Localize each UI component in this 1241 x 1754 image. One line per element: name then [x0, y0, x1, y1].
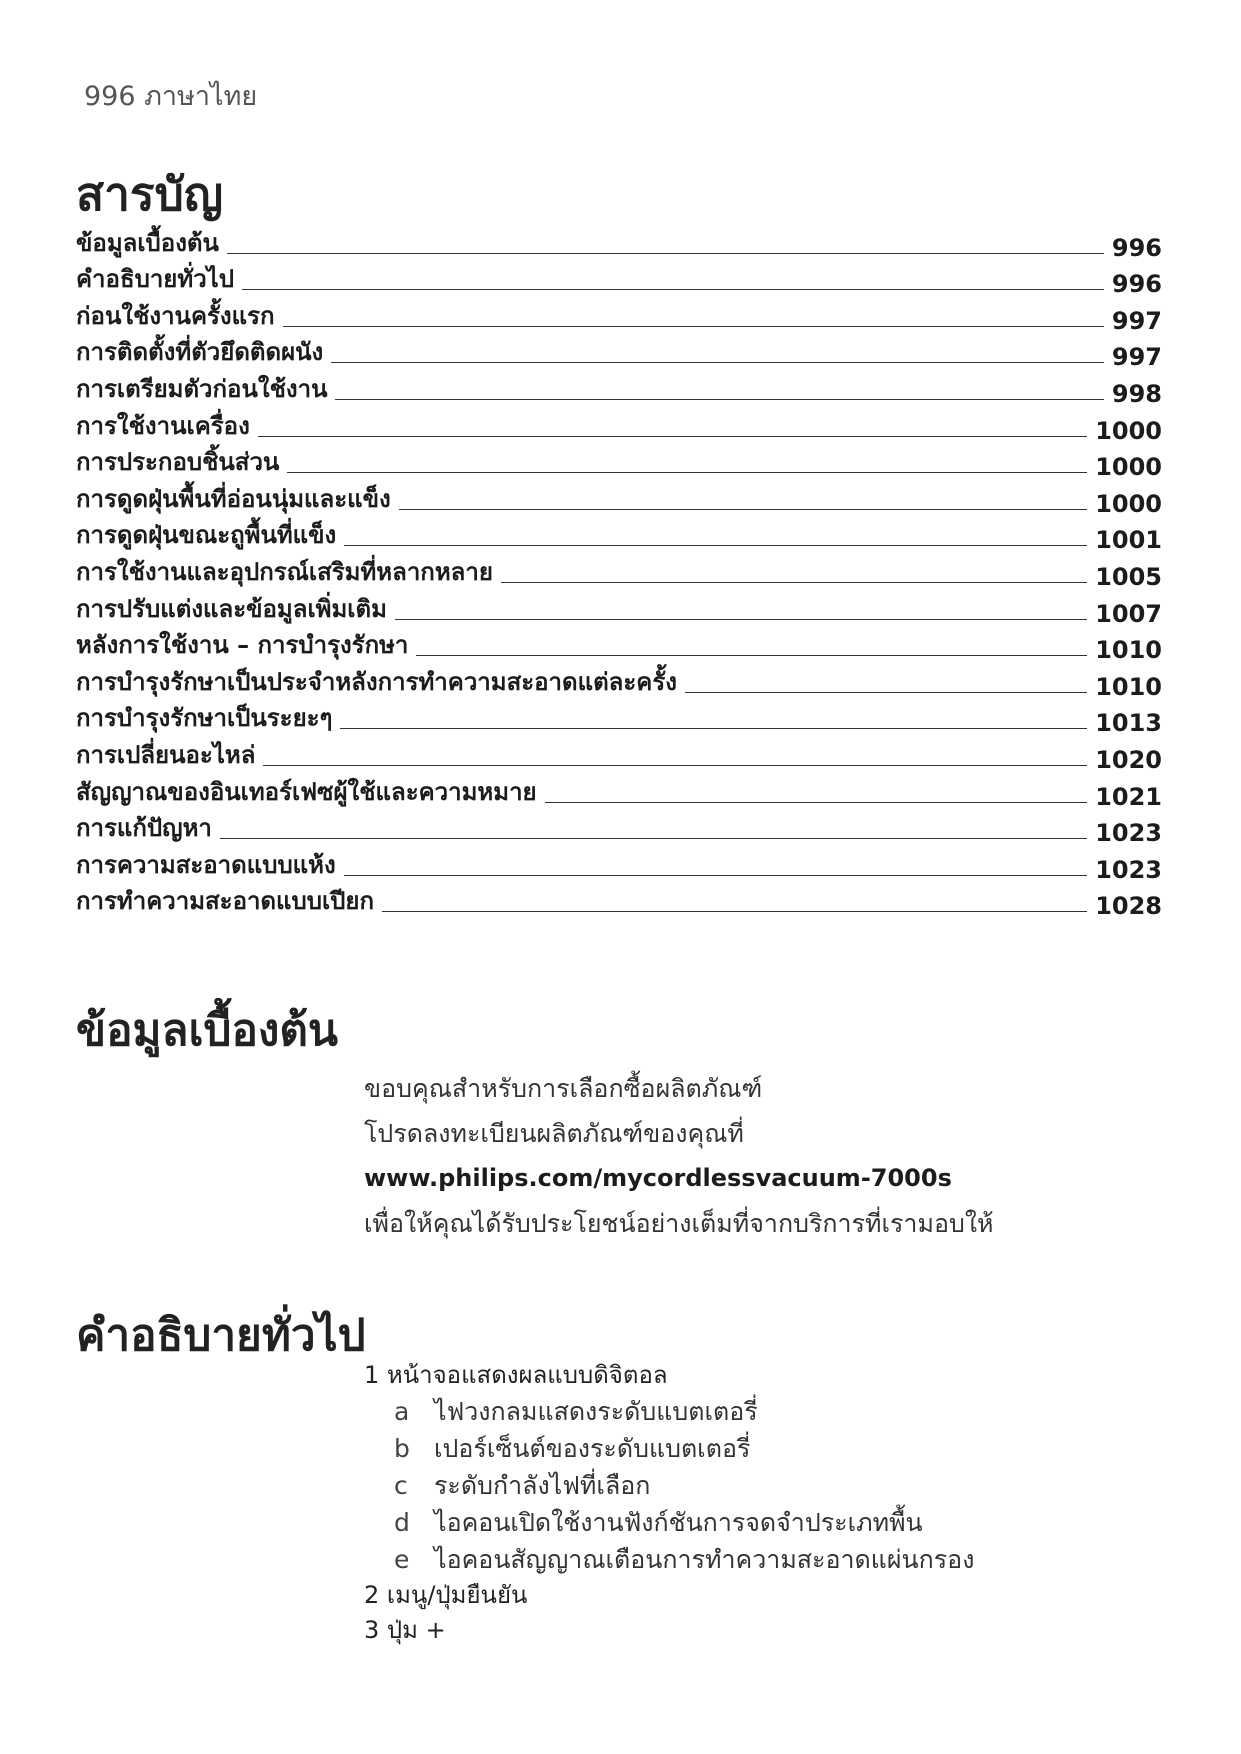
toc-entry[interactable] — [76, 298, 1162, 335]
desc-subitem-text: เปอร์เซ็นต์ของระดับแบตเตอรี่ — [434, 1434, 751, 1463]
toc-entry[interactable] — [76, 518, 1162, 555]
toc-leader-line — [685, 692, 1087, 693]
toc-leader-line — [220, 838, 1087, 839]
desc-item-plus-button: 3 ปุ่ม + — [364, 1616, 446, 1644]
toc-entry[interactable] — [76, 225, 1162, 262]
intro-title: ข้อมูลเบื้องต้น — [76, 1005, 339, 1056]
toc-entry-page: 1000 — [1095, 453, 1162, 482]
toc-leader-line — [344, 875, 1088, 876]
desc-item-display: 1 หน้าจอแสดงผลแบบดิจิตอล — [364, 1361, 668, 1389]
toc-entry-label: คำอธิบายทั่วไป — [76, 265, 234, 294]
desc-subitem — [364, 1504, 1164, 1541]
description-block — [364, 1358, 1164, 1648]
description-title: คำอธิบายทั่วไป — [76, 1310, 366, 1361]
toc-entry-page: 997 — [1111, 306, 1162, 335]
toc-entry-page: 1028 — [1095, 892, 1162, 921]
desc-subitem-letter: a — [394, 1397, 410, 1426]
toc-entry[interactable] — [76, 737, 1162, 774]
desc-subitem-letter: c — [394, 1471, 408, 1500]
toc-entry-label: การดูดฝุ่นขณะถูพื้นที่แข็ง — [76, 521, 337, 550]
toc-entry[interactable] — [76, 811, 1162, 848]
toc-entry-label: การติดตั้งที่ตัวยึดติดผนัง — [76, 338, 324, 367]
intro-thanks: ขอบคุณสำหรับการเลือกซื้อผลิตภัณฑ์ — [364, 1074, 763, 1103]
toc-entry[interactable] — [76, 371, 1162, 408]
toc-list — [76, 225, 1162, 920]
desc-subitem-letter: e — [394, 1545, 410, 1574]
toc-entry[interactable] — [76, 664, 1162, 701]
desc-item-menu-button: 2 เมนู/ปุ่มยืนยัน — [364, 1581, 528, 1609]
toc-entry-page: 1000 — [1095, 416, 1162, 445]
toc-entry-label: ข้อมูลเบื้องต้น — [76, 228, 219, 257]
toc-entry-label: การเตรียมตัวก่อนใช้งาน — [76, 374, 328, 403]
page-header: 996 ภาษาไทย — [84, 81, 258, 112]
toc-entry-page: 1021 — [1095, 782, 1162, 811]
toc-leader-line — [263, 765, 1087, 766]
toc-entry-label: การบำรุงรักษาเป็นระยะๆ — [76, 704, 333, 733]
toc-entry-label: สัญญาณของอินเทอร์เฟซผู้ใช้และความหมาย — [76, 777, 537, 806]
desc-subitem — [364, 1430, 1164, 1467]
toc-entry-page: 1013 — [1095, 709, 1162, 738]
toc-leader-line — [331, 362, 1104, 363]
intro-block — [364, 1066, 1164, 1246]
toc-entry-page: 1001 — [1095, 526, 1162, 555]
toc-entry-page: 996 — [1111, 233, 1162, 262]
toc-entry[interactable] — [76, 591, 1162, 628]
desc-subitem-text: ไอคอนเปิดใช้งานฟังก์ชันการจดจำประเภทพื้น — [434, 1508, 923, 1537]
desc-subitem-letter: b — [394, 1434, 410, 1463]
toc-entry-label: การใช้งานและอุปกรณ์เสริมที่หลากหลาย — [76, 557, 493, 586]
toc-leader-line — [399, 509, 1087, 510]
toc-entry-label: หลังการใช้งาน – การบำรุงรักษา — [76, 631, 409, 660]
desc-subitem-letter: d — [394, 1508, 410, 1537]
toc-leader-line — [395, 619, 1087, 620]
toc-entry-page: 1010 — [1095, 672, 1162, 701]
toc-entry-page: 1020 — [1095, 745, 1162, 774]
toc-leader-line — [501, 582, 1087, 583]
toc-entry-label: การแก้ปัญหา — [76, 814, 212, 843]
toc-entry-label: การประกอบชิ้นส่วน — [76, 448, 280, 477]
intro-register: โปรดลงทะเบียนผลิตภัณฑ์ของคุณที่ — [364, 1119, 744, 1148]
toc-entry[interactable] — [76, 847, 1162, 884]
toc-entry-page: 1023 — [1095, 855, 1162, 884]
toc-leader-line — [344, 545, 1087, 546]
toc-leader-line — [340, 728, 1087, 729]
toc-leader-line — [382, 911, 1087, 912]
toc-entry[interactable] — [76, 701, 1162, 738]
toc-entry-label: การปรับแต่งและข้อมูลเพิ่มเติม — [76, 594, 387, 623]
toc-leader-line — [227, 253, 1104, 254]
toc-entry-page: 996 — [1111, 270, 1162, 299]
toc-entry-label: การดูดฝุ่นพื้นที่อ่อนนุ่มและแข็ง — [76, 484, 391, 513]
toc-leader-line — [283, 326, 1104, 327]
toc-leader-line — [287, 472, 1087, 473]
desc-subitem-text: ไฟวงกลมแสดงระดับแบตเตอรี่ — [434, 1397, 758, 1426]
toc-entry[interactable] — [76, 445, 1162, 482]
desc-subitem — [364, 1541, 1164, 1578]
toc-title: สารบัญ — [76, 167, 224, 221]
toc-entry[interactable] — [76, 335, 1162, 372]
toc-leader-line — [545, 802, 1088, 803]
toc-leader-line — [416, 655, 1087, 656]
toc-entry[interactable] — [76, 884, 1162, 921]
toc-entry[interactable] — [76, 481, 1162, 518]
toc-leader-line — [242, 289, 1104, 290]
register-url-link[interactable]: www.philips.com/mycordlessvacuum-7000s — [364, 1164, 952, 1192]
toc-entry[interactable] — [76, 408, 1162, 445]
toc-entry[interactable] — [76, 262, 1162, 299]
toc-entry-label: การทำความสะอาดแบบเปียก — [76, 887, 375, 916]
toc-entry-page: 1010 — [1095, 636, 1162, 665]
toc-entry-page: 997 — [1111, 343, 1162, 372]
intro-benefit: เพื่อให้คุณได้รับประโยชน์อย่างเต็มที่จากบริการที่เรามอบให้ — [364, 1209, 994, 1238]
toc-leader-line — [258, 436, 1087, 437]
desc-subitem-text: ไอคอนสัญญาณเตือนการทำความสะอาดแผ่นกรอง — [434, 1545, 975, 1574]
toc-entry[interactable] — [76, 554, 1162, 591]
toc-entry-label: ก่อนใช้งานครั้งแรก — [76, 301, 275, 330]
toc-entry-page: 998 — [1111, 379, 1162, 408]
toc-entry[interactable] — [76, 774, 1162, 811]
desc-subitem-text: ระดับกำลังไฟที่เลือก — [434, 1471, 651, 1500]
desc-subitem — [364, 1467, 1164, 1504]
toc-entry-label: การใช้งานเครื่อง — [76, 411, 250, 440]
toc-entry-page: 1005 — [1095, 562, 1162, 591]
toc-entry-page: 1007 — [1095, 599, 1162, 628]
desc-subitem — [364, 1393, 1164, 1430]
desc-subitems — [364, 1393, 1164, 1578]
toc-entry-label: การเปลี่ยนอะไหล่ — [76, 740, 256, 769]
toc-entry-label: การบำรุงรักษาเป็นประจำหลังการทำความสะอาดแต่ละครั้ง — [76, 667, 677, 696]
toc-entry[interactable] — [76, 628, 1162, 665]
toc-entry-label: การความสะอาดแบบแห้ง — [76, 850, 336, 879]
toc-entry-page: 1000 — [1095, 489, 1162, 518]
toc-leader-line — [335, 399, 1103, 400]
toc-entry-page: 1023 — [1095, 819, 1162, 848]
